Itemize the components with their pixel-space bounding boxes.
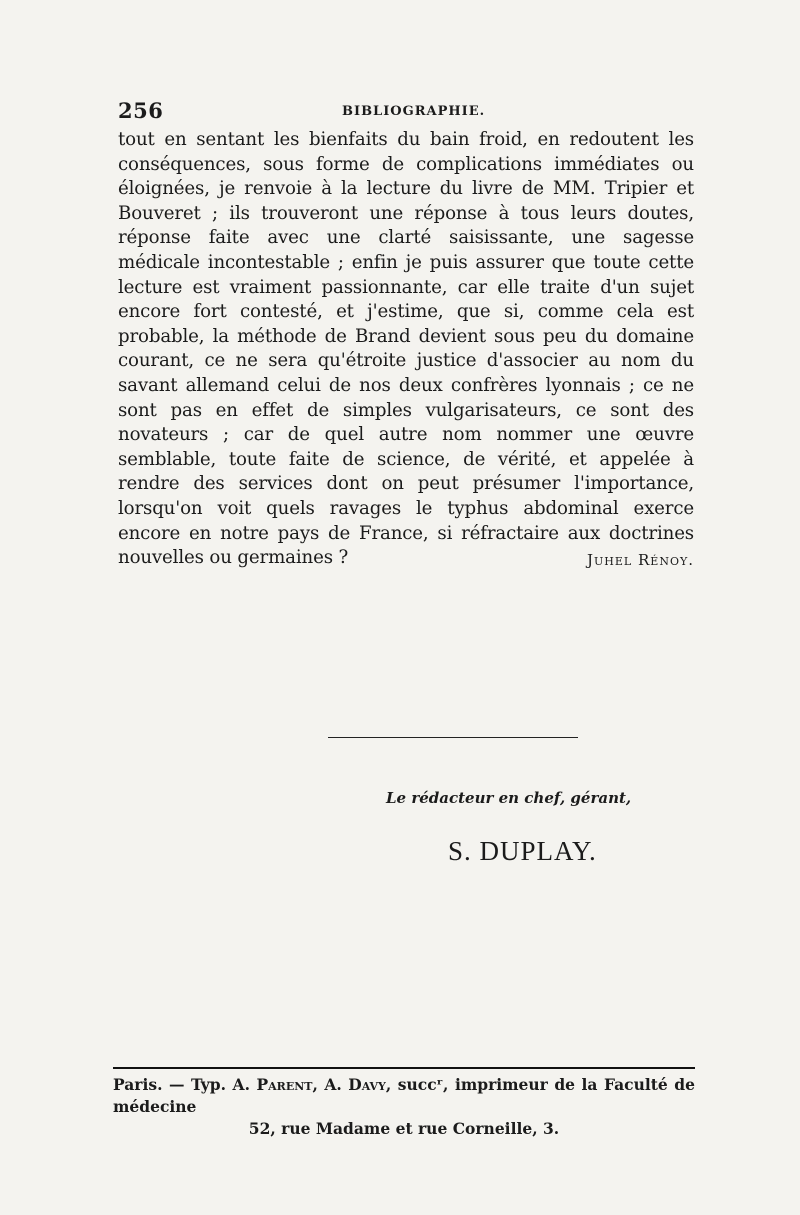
imprint-prefix: Paris. — Typ. A.	[113, 1075, 257, 1094]
printer-name-davy: Davy	[348, 1075, 386, 1094]
page-header	[118, 98, 690, 128]
review-paragraph: tout en sentant les bienfaits du bain froid, en redoutent les conséquences, sous forme de complications immédiates ou éloignées, je renvoie à la lecture du livre de MM. Tripier et Bouveret ; ils trouveront une réponse à tous leurs doutes, réponse faite avec une clarté saisissante, une sagesse médicale incontestable ; enfin je puis assurer que toute cette lecture est vraiment passionnante, car elle traite d'un sujet encore fort contesté, et j'estime, que si, comme cela est probable, la méthode de Brand devient sous peu du domaine courant, ce ne sera qu'étroite justice d'associer au nom du savant allemand celui de nos deux confrères lyonnais ; ce ne sont pas en effet de simples vulgarisateurs, ce sont des novateurs ; car de quel autre nom nommer une œuvre semblable, toute faite de science, de vérité, et appelée à rendre des services dont on peut présumer l'importance, lorsqu'on voit quels ravages le typhus abdominal exerce encore en notre pays de France, si réfractaire aux doctrines nouvelles ou germaines ?	[118, 129, 694, 569]
imprint-line-2: 52, rue Madame et rue Corneille, 3.	[248, 1119, 560, 1138]
page-number: 256	[118, 98, 164, 123]
review-text	[118, 128, 694, 573]
imprint-separator: , A.	[312, 1075, 349, 1094]
printer-name-parent: Parent	[256, 1075, 313, 1094]
editor-name: S. DUPLAY.	[448, 836, 597, 866]
separator-rule	[328, 737, 578, 738]
imprint-line-1	[113, 1074, 695, 1118]
imprint-suffix: , succʳ, imprimeur de la Faculté de médecine	[113, 1075, 695, 1116]
author-signature: Juhel Rénoy.	[587, 551, 694, 570]
editor-role: Le rédacteur en chef, gérant,	[386, 789, 632, 807]
running-head: BIBLIOGRAPHIE.	[342, 104, 486, 119]
printer-imprint	[113, 1074, 695, 1140]
footer-rule	[113, 1067, 695, 1069]
